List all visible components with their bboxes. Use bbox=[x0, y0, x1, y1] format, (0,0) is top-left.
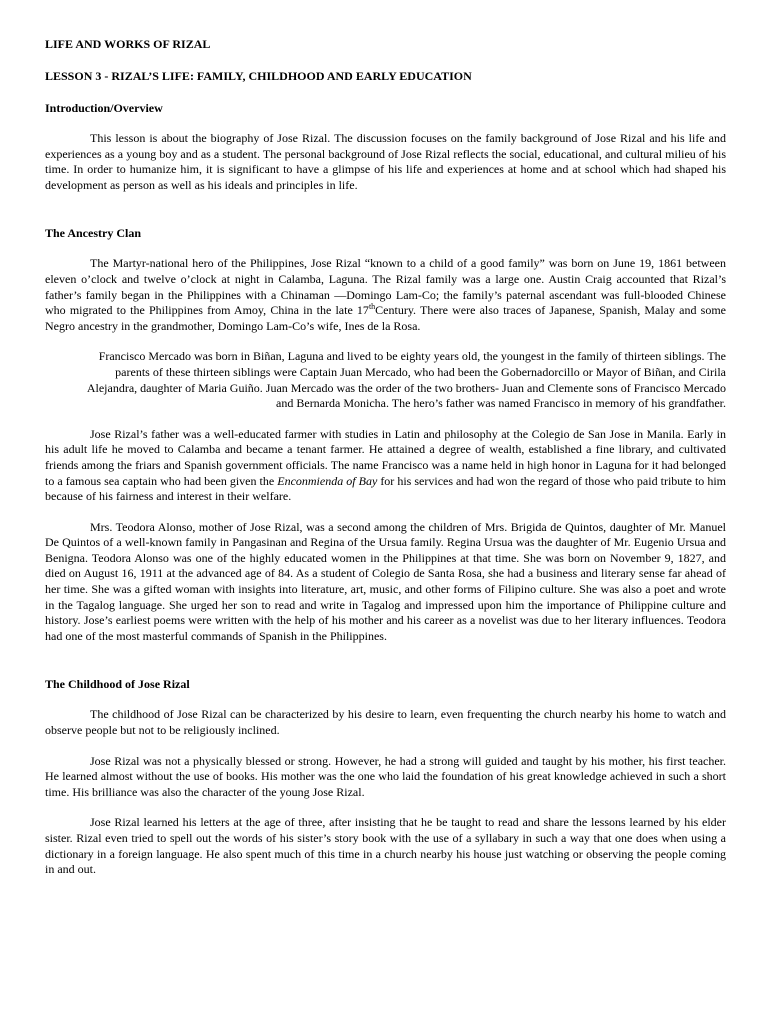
ancestry-paragraph-3 bbox=[45, 427, 726, 505]
ancestry-heading: The Ancestry Clan bbox=[45, 226, 141, 241]
ancestry-paragraph-1 bbox=[45, 256, 726, 334]
ancestry-p3-text-b: for his services and had won the regard of those who paid tribute to him because of his fairness and interest in their welfare. bbox=[45, 473, 726, 504]
ancestry-p1-superscript: th bbox=[368, 302, 376, 312]
document-title: LIFE AND WORKS OF RIZAL bbox=[45, 37, 211, 51]
childhood-paragraph-1: The childhood of Jose Rizal can be characterized by his desire to learn, even frequenting the church nearby his home to watch and observe people but not to be religiously inclined. bbox=[45, 707, 726, 738]
ancestry-p1-text-b: Century. There were also traces of Japanese, Spanish, Malay and some Negro ancestry in the grandmother, Domingo Lam-Co’s wife, Ines de la Rosa. bbox=[45, 303, 726, 333]
intro-heading: Introduction/Overview bbox=[45, 101, 163, 115]
ancestry-paragraph-4: Mrs. Teodora Alonso, mother of Jose Rizal, was a second among the children of Mrs. Brigida de Quintos, daughter of Mr. Manuel De Quintos of a well-known family in Pangasinan and Regina of the Ursua family. Regina Ursua was the daughter of Mr. Eugenio Ursua and Benigna. Teodora Alonso was one of the highly educated women in the Philippines at that time. She was born on November 9, 1827, and died on August 16, 1911 at the advanced age of 84. As a student of Colegio de Santa Rosa, she had a business and literary sense far ahead of her time. She was a gifted woman with insights into literature, art, music, and other forms of Filipino culture. She was also a poet and wrote in the Tagalog language. She urged her son to read and write in Tagalog and impressed upon him the importance of Philippine culture and history. Jose’s earliest poems were written with the help of his mother and his career as a novelist was due to her literary influences. Teodora had one of the most masterful commands of Spanish in the Philippines. bbox=[45, 519, 726, 643]
ancestry-p3-text-a: Jose Rizal’s father was a well-educated farmer with studies in Latin and philosophy at the Colegio de San Jose in Manila. Early in his adult life he moved to Calamba and became a tenant farmer. He attained a degree of wealth, established a fine library, and cultivated friends among the friars and Spanish government officials. The name Francisco was a name held in high honor in Laguna for it had belonged to a famous sea captain who had been given the bbox=[45, 426, 726, 488]
ancestry-paragraph-2: Francisco Mercado was born in Biñan, Laguna and lived to be eighty years old, the youngest in the family of thirteen siblings. The parents of these thirteen siblings were Captain Juan Mercado, who had been the Gobernadorcillo or Mayor of Biñan, and Cirila Alejandra, daughter of Maria Guiño. Juan Mercado was the order of the two brothers- Juan and Clemente sons of Francisco Mercado and Bernarda Monicha. The hero’s father was named Francisco in memory of his grandfather. bbox=[86, 349, 726, 411]
childhood-paragraph-2: Jose Rizal was not a physically blessed or strong. However, he had a strong will guided and taught by his mother, his first teacher. He learned almost without the use of books. His mother was the one who laid the foundation of his great knowledge achieved in such a short time. His brilliance was also the character of the young Jose Rizal. bbox=[45, 753, 726, 799]
ancestry-p3-emphasis: Enconmienda of Bay bbox=[277, 473, 378, 488]
childhood-heading: The Childhood of Jose Rizal bbox=[45, 677, 190, 692]
lesson-title: LESSON 3 - RIZAL’S LIFE: FAMILY, CHILDHOOD AND EARLY EDUCATION bbox=[45, 69, 472, 83]
childhood-paragraph-3: Jose Rizal learned his letters at the age of three, after insisting that he be taught to read and share the lessons learned by his elder sister. Rizal even tried to spell out the words of his sister’s story book with the use of a syllabary in such a way that one does when using a dictionary in a foreign language. He also spent much of this time in a church nearby his house just watching or observing the people coming in and out. bbox=[45, 815, 726, 877]
ancestry-p1-text-a: The Martyr-national hero of the Philippines, Jose Rizal “known to a child of a good family” was born on June 19, 1861 between eleven o’clock and twelve o’clock at night in Calamba, Laguna. The Rizal family was a large one. Austin Craig accounted that Rizal’s father’s family began in the Philippines with a Chinaman —Domingo Lam-Co; the family’s paternal ascendant was full-blooded Chinese who migrated to the Philippines from Amoy, China in the late 17 bbox=[45, 256, 726, 318]
intro-paragraph: This lesson is about the biography of Jose Rizal. The discussion focuses on the family background of Jose Rizal and his life and experiences as a young boy and as a student. The personal background of Jose Rizal reflects the social, educational, and cultural milieu of his time. In order to humanize him, it is significant to have a glimpse of his life and experiences at home and at school which had shaped his development as person as well as his ideals and principles in life. bbox=[45, 131, 726, 192]
